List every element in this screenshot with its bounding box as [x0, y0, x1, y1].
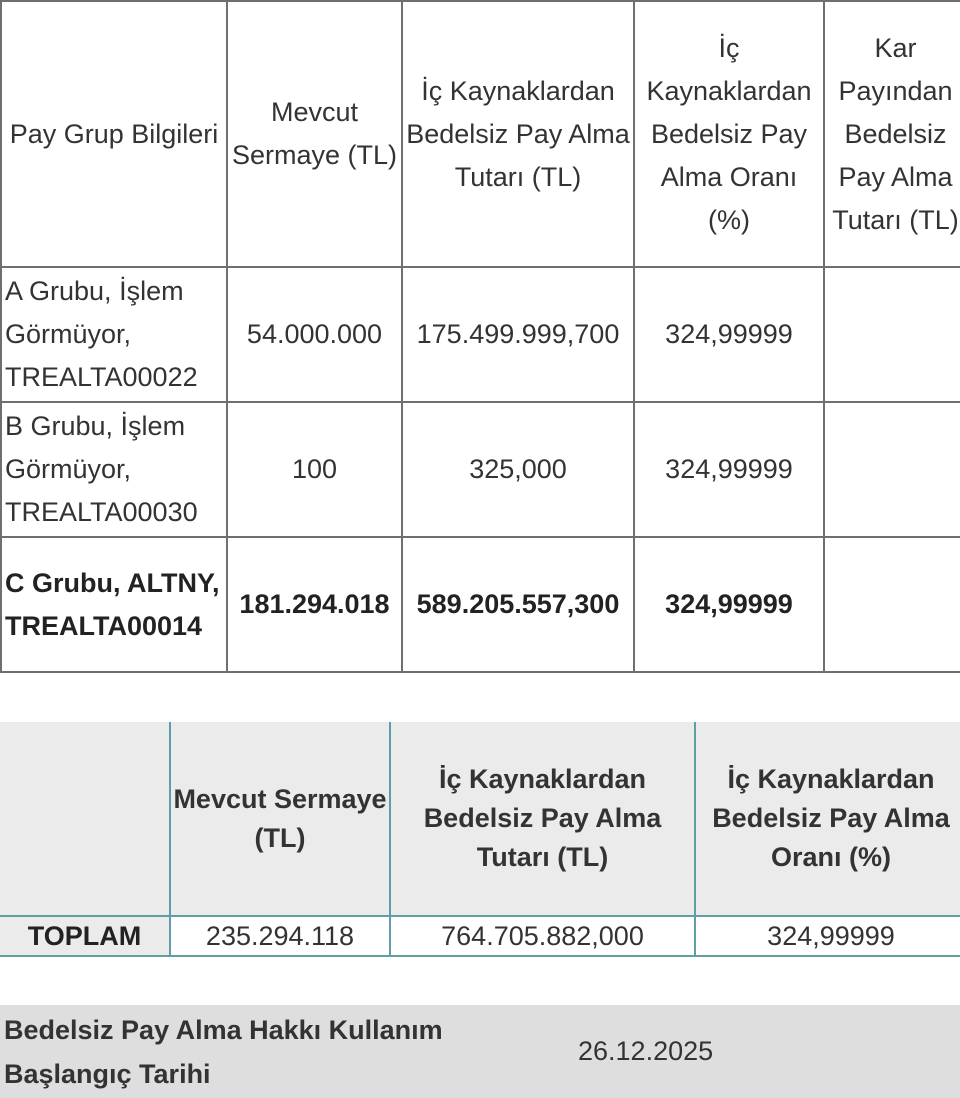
- header-bedelsiz-pay-alma-tutari: İç Kaynaklardan Bedelsiz Pay Alma Tutarı (TL): [402, 1, 634, 267]
- capital-cell: 181.294.018: [227, 537, 402, 672]
- total-label: TOPLAM: [0, 916, 170, 956]
- table-row: [1, 267, 960, 402]
- start-date-row: [0, 1005, 960, 1098]
- start-date-label: Bedelsiz Pay Alma Hakkı Kullanım Başlangıç Tarihi: [4, 1015, 443, 1089]
- table-header-row: [1, 1, 960, 267]
- header-mevcut-sermaye: Mevcut Sermaye (TL): [170, 722, 390, 916]
- table-row: [1, 402, 960, 537]
- total-amount: 764.705.882,000: [390, 916, 695, 956]
- group-cell: C Grubu, ALTNY, TREALTA00014: [1, 537, 227, 672]
- header-bedelsiz-pay-alma-tutari: İç Kaynaklardan Bedelsiz Pay Alma Tutarı (TL): [390, 722, 695, 916]
- amount-cell: 325,000: [402, 402, 634, 537]
- amount-cell: 175.499.999,700: [402, 267, 634, 402]
- capital-cell: 100: [227, 402, 402, 537]
- total-header-row: [0, 722, 960, 916]
- amount-cell: 589.205.557,300: [402, 537, 634, 672]
- header-empty: [0, 722, 170, 916]
- group-cell: B Grubu, İşlem Görmüyor, TREALTA00030: [1, 402, 227, 537]
- dividend-cell: [824, 267, 960, 402]
- header-bedelsiz-pay-alma-orani: İç Kaynaklardan Bedelsiz Pay Alma Oranı (%): [695, 722, 960, 916]
- total-capital: 235.294.118: [170, 916, 390, 956]
- start-date-value: 26.12.2025: [578, 1036, 714, 1066]
- total-row: [0, 916, 960, 956]
- rate-cell: 324,99999: [634, 267, 824, 402]
- total-rate: 324,99999: [695, 916, 960, 956]
- total-table: [0, 722, 960, 957]
- group-cell: A Grubu, İşlem Görmüyor, TREALTA00022: [1, 267, 227, 402]
- table-row: [1, 537, 960, 672]
- header-mevcut-sermaye: Mevcut Sermaye (TL): [227, 1, 402, 267]
- header-kar-payindan-bedelsiz-tutar: Kar Payından Bedelsiz Pay Alma Tutarı (TL): [824, 1, 960, 267]
- dividend-cell: [824, 537, 960, 672]
- dividend-cell: [824, 402, 960, 537]
- rate-cell: 324,99999: [634, 537, 824, 672]
- rate-cell: 324,99999: [634, 402, 824, 537]
- capital-cell: 54.000.000: [227, 267, 402, 402]
- header-pay-grup-bilgileri: Pay Grup Bilgileri: [1, 1, 227, 267]
- header-bedelsiz-pay-alma-orani: İç Kaynaklardan Bedelsiz Pay Alma Oranı (%): [634, 1, 824, 267]
